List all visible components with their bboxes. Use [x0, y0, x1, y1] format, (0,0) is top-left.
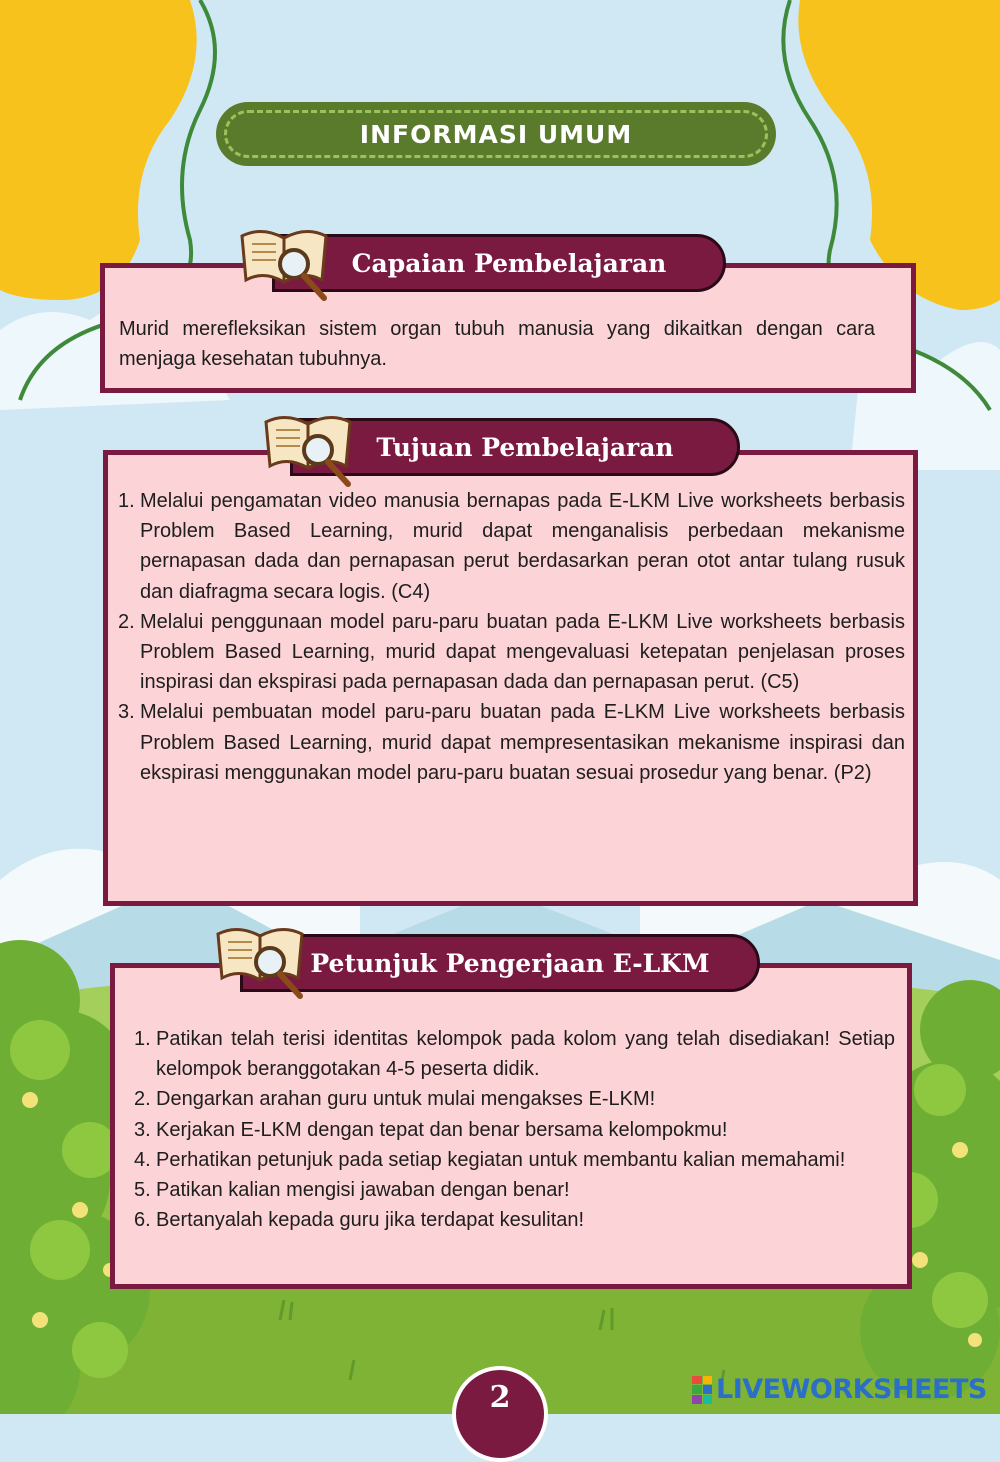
petunjuk-list [134, 1024, 895, 1235]
list-item: 1. Patikan telah terisi identitas kelompok pada kolom yang telah disediakan! Setiap kelompok beranggotakan 4-5 peserta didik. [134, 1028, 895, 1081]
page-number: 2 [489, 1380, 511, 1415]
tujuan-heading: Tujuan Pembelajaran [376, 432, 674, 462]
liveworksheets-logo-icon [692, 1376, 712, 1404]
list-item: 3. Melalui pembuatan model paru-paru buatan pada E-LKM Live worksheets berbasis Problem Based Learning, murid dapat mempresentasikan mekanisme inspirasi dan ekspirasi menggunakan model paru-paru buatan sesuai prosedur yang benar. (P2) [118, 701, 905, 784]
list-item: 2. Melalui penggunaan model paru-paru buatan pada E-LKM Live worksheets berbasis Problem Based Learning, murid dapat mengevaluasi ketepatan penjelasan proses inspirasi dan ekspirasi pada pernapasan dada dan pernapasan perut. (C5) [118, 610, 905, 694]
list-item: 4. Perhatikan petunjuk pada setiap kegiatan untuk membantu kalian memahami! [134, 1148, 846, 1171]
list-item: 5. Patikan kalian mengisi jawaban dengan benar! [134, 1179, 570, 1202]
list-item: 6. Bertanyalah kepada guru jika terdapat kesulitan! [134, 1209, 585, 1232]
page-number-badge [452, 1366, 548, 1462]
open-book-magnifier-icon [214, 920, 306, 1000]
tujuan-heading-tab [290, 418, 740, 476]
list-item: 3. Kerjakan E-LKM dengan tepat dan benar bersama kelompokmu! [134, 1118, 728, 1141]
petunjuk-heading-tab [240, 934, 760, 992]
tujuan-list [118, 486, 905, 788]
section-title-banner [220, 106, 772, 162]
liveworksheets-brand[interactable] [692, 1374, 987, 1405]
petunjuk-box [110, 963, 912, 1289]
capaian-heading: Capaian Pembelajaran [351, 248, 667, 278]
page-title: INFORMASI UMUM [359, 119, 633, 149]
capaian-text: Murid merefleksikan sistem organ tubuh manusia yang dikaitkan dengan cara menjaga kesehatan tubuhnya. [119, 318, 875, 370]
list-item: 1. Melalui pengamatan video manusia bernapas pada E-LKM Live worksheets berbasis Problem Based Learning, murid dapat menganalisis perbedaan mekanisme pernapasan dada dan pernapasan perut berdasarkan peran otot antar tulang rusuk dan diafragma secara logis. (C4) [118, 490, 905, 603]
capaian-heading-tab [272, 234, 726, 292]
open-book-magnifier-icon [238, 222, 330, 302]
tujuan-box [103, 450, 918, 906]
open-book-magnifier-icon [262, 408, 354, 488]
brand-name: LIVEWORKSHEETS [716, 1374, 987, 1405]
list-item: 2. Dengarkan arahan guru untuk mulai mengakses E-LKM! [134, 1088, 656, 1111]
petunjuk-heading: Petunjuk Pengerjaan E-LKM [310, 948, 710, 978]
